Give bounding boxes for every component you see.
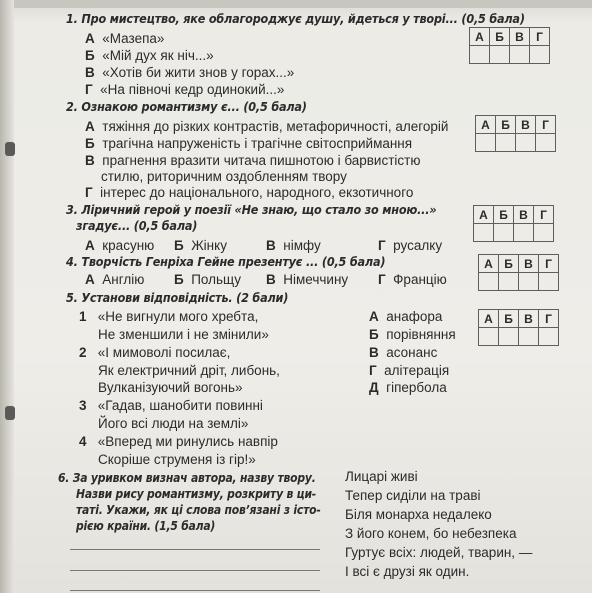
q5-quote-2: 2 «І мимоволі посилає, (79, 345, 231, 360)
q3-option-b: Б Жінку (174, 238, 227, 253)
answer-cell[interactable] (479, 273, 499, 291)
fragment-line-1: Лицарі живі (345, 469, 418, 484)
question-2-text: 2. Ознакою романтизму є... (0,5 бала) (66, 99, 307, 114)
q2-option-d: Г інтерес до національного, народного, екзотичного (85, 185, 414, 200)
question-3-text: 3. Ліричний герой у поезії «Не знаю, що стало зо мною...» (66, 202, 437, 217)
grid-header-a: А (474, 206, 494, 224)
answer-cell[interactable] (490, 46, 510, 64)
q4-option-d: Г Францію (378, 272, 447, 287)
q5-quote-3-line-2: Його всі люди на землі» (98, 416, 249, 431)
answer-cell[interactable] (539, 328, 559, 346)
fragment-line-2: Тепер сиділи на траві (345, 488, 481, 503)
q5-quote-2-line-3: Вулканізуючий вогонь» (98, 380, 243, 395)
grid-header-d: Г (539, 310, 559, 328)
q1-option-b: Б «Мій дух як ніч...» (85, 48, 214, 63)
q5-term-a: А анафора (369, 309, 443, 324)
q1-option-a: А «Мазепа» (85, 31, 165, 46)
answer-cell[interactable] (510, 46, 530, 64)
answer-cell[interactable] (514, 224, 534, 242)
poem-fragment (345, 468, 580, 588)
q5-term-d: Г алітерація (369, 363, 450, 378)
fragment-line-3: Біля монарха недалеко (345, 507, 492, 522)
binding-ring (5, 406, 15, 420)
question-4-text: 4. Творчість Генріха Гейне презентує ... (0,5 бала) (66, 254, 386, 269)
grid-header-c: В (519, 310, 539, 328)
grid-header-d: Г (536, 116, 556, 134)
answer-cell[interactable] (539, 273, 559, 291)
q4-option-b: Б Польщу (174, 272, 242, 287)
q5-quote-1: 1 «Не вигнули мого хребта, (79, 309, 259, 324)
q4-option-c: В Німеччину (266, 272, 349, 287)
grid-header-c: В (516, 116, 536, 134)
q1-option-d: Г «На півночі кедр одинокий...» (85, 82, 285, 97)
q3-option-c: В німфу (266, 238, 321, 253)
answer-cell[interactable] (494, 224, 514, 242)
answer-line[interactable] (70, 570, 320, 571)
answer-cell[interactable] (519, 328, 539, 346)
page-top-edge (0, 0, 592, 8)
question-3-text-continued: згадує... (0,5 бала) (76, 218, 198, 233)
grid-header-d: Г (530, 28, 550, 46)
grid-header-a: А (479, 255, 499, 273)
q5-term-e: Д гіпербола (369, 380, 447, 395)
q1-answer-grid (469, 27, 550, 64)
answer-line[interactable] (70, 590, 320, 591)
answer-cell[interactable] (499, 328, 519, 346)
answer-cell[interactable] (536, 134, 556, 152)
answer-cell[interactable] (519, 273, 539, 291)
q4-answer-grid (478, 254, 559, 291)
grid-header-c: В (510, 28, 530, 46)
q2-answer-grid (475, 115, 556, 152)
answer-cell[interactable] (530, 46, 550, 64)
answer-line[interactable] (70, 549, 320, 550)
fragment-line-4: З його конем, бо небезпека (345, 526, 517, 541)
q5-quote-1-line-2: Не зменшили і не змінили» (98, 327, 269, 342)
q5-answer-grid (478, 309, 559, 346)
answer-cell[interactable] (499, 273, 519, 291)
grid-header-d: Г (534, 206, 554, 224)
grid-header-c: В (514, 206, 534, 224)
binding-ring (5, 142, 15, 156)
answer-cell[interactable] (516, 134, 536, 152)
question-6-text-line-2: Назви рису романтизму, розкриту в ци- (76, 487, 317, 501)
q2-option-c: В прагнення вразити читача пишнотою і барвистістю (85, 153, 421, 168)
question-5-text: 5. Установи відповідність. (2 бали) (66, 290, 289, 305)
q5-quote-2-line-2: Як електричний дріт, либонь, (98, 363, 280, 378)
q5-quote-4: 4 «Вперед ми ринулись навпір (79, 434, 278, 449)
q5-term-c: В асонанс (369, 345, 438, 360)
question-1-text: 1. Про мистецтво, яке облагороджує душу, йдеться у творі... (0,5 бала) (66, 11, 525, 26)
grid-header-b: Б (499, 310, 519, 328)
grid-header-a: А (470, 28, 490, 46)
grid-header-a: А (479, 310, 499, 328)
question-6-text-line-4: рією країни. (1,5 бала) (76, 519, 216, 533)
grid-header-b: Б (494, 206, 514, 224)
answer-cell[interactable] (496, 134, 516, 152)
q3-option-d: Г русалку (378, 238, 443, 253)
answer-cell[interactable] (479, 328, 499, 346)
grid-header-b: Б (499, 255, 519, 273)
grid-header-a: А (476, 116, 496, 134)
answer-cell[interactable] (474, 224, 494, 242)
q3-answer-grid (473, 205, 554, 242)
grid-header-b: Б (490, 28, 510, 46)
question-6-text-line-3: таті. Укажи, як ці слова пов’язані з істо- (76, 503, 321, 517)
fragment-line-6: І всі є друзі як один. (345, 564, 470, 579)
q5-quote-4-line-2: Скоріше струменя із гір!» (98, 452, 256, 467)
q1-option-c: В «Хотів би жити знов у горах...» (85, 65, 295, 80)
page-binding-shadow (0, 0, 14, 593)
grid-header-d: Г (539, 255, 559, 273)
fragment-line-5: Гуртує всіх: людей, тварин, — (345, 545, 533, 560)
q2-option-c-continued: стилю, риторичним оздобленням твору (101, 169, 347, 184)
q5-term-b: Б порівняння (369, 327, 456, 342)
question-6-text: 6. За уривком визнач автора, назву твору. (58, 471, 316, 485)
grid-header-b: Б (496, 116, 516, 134)
q3-option-a: А красуню (85, 238, 155, 253)
answer-cell[interactable] (534, 224, 554, 242)
q5-quote-3: 3 «Гадав, шанобити повинні (79, 398, 263, 413)
grid-header-c: В (519, 255, 539, 273)
q4-option-a: А Англію (85, 272, 145, 287)
q2-option-b: Б трагічна напруженість і трагічне світосприймання (85, 136, 413, 151)
answer-cell[interactable] (476, 134, 496, 152)
q2-option-a: А тяжіння до різких контрастів, метафоричності, алегорій (85, 119, 449, 134)
answer-cell[interactable] (470, 46, 490, 64)
